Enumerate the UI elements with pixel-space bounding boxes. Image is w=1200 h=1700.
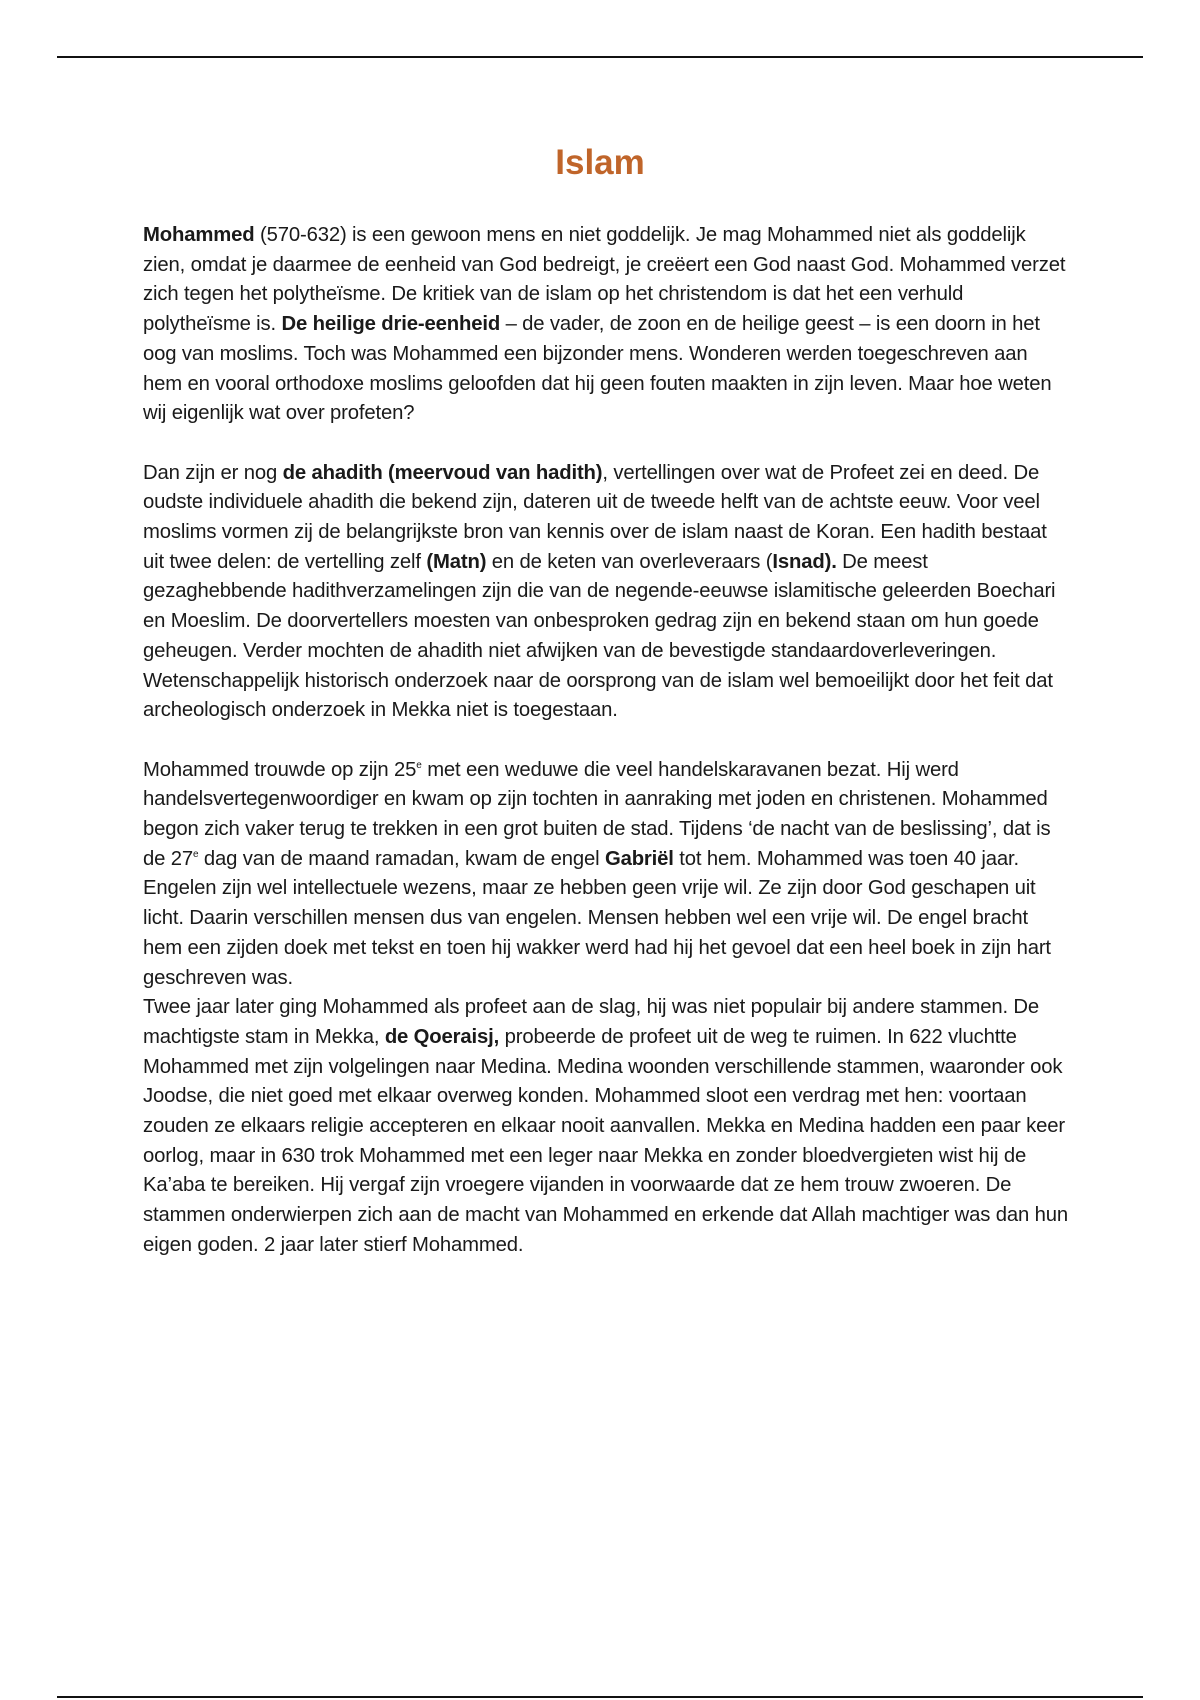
paragraph-mohammed-intro — [143, 221, 1068, 429]
term-qoeraisj: de Qoeraisj, — [384, 1025, 500, 1048]
text-segment: tot hem. Mohammed was toen 40 jaar. Engelen zijn wel intellectuele wezens, maar ze hebben geen vrije wil. Ze zijn door God geschapen uit licht. Daarin verschillen mensen dus van engelen. Mensen hebben wel een vrije wil. De engel bracht hem een zijden doek met tekst en toen hij wakker werd had hij het gevoel dat een heel boek in zijn hart geschreven was. — [143, 847, 1051, 989]
document-body — [143, 221, 1068, 1261]
text-segment: dag van de maand ramadan, kwam de engel — [198, 847, 605, 870]
term-matn: (Matn) — [426, 550, 487, 573]
text-segment: en de keten van overleveraars ( — [486, 550, 773, 573]
text-segment: (570-632) is een gewoon mens en niet goddelijk. Je mag Mohammed niet als goddelijk zien, omdat je daarmee de eenheid van God bedreigt, je creëert een God naast God. Mohammed verzet zich tegen het polytheïsme. De kritiek van de islam op het christendom is dat het een verhuld polytheïsme is. — [143, 224, 1066, 336]
term-mohammed: Mohammed — [143, 224, 255, 246]
paragraph-medina — [143, 993, 1068, 1260]
paragraph-ahadith — [143, 459, 1068, 726]
text-segment: , vertellingen over wat de Profeet zei en deed. De oudste individuele ahadith die bekend zijn, dateren uit de tweede helft van de achtste eeuw. Voor veel moslims vormen zij de belangrijkste bron van kennis over de islam naast de Koran. Een hadith bestaat uit twee delen: de vertelling zelf — [143, 461, 1047, 573]
term-isnad: Isnad). — [772, 550, 837, 573]
ordinal-superscript: e — [416, 759, 422, 771]
ordinal-superscript: e — [193, 848, 199, 860]
text-segment: Mohammed trouwde op zijn 25 — [143, 758, 417, 781]
text-segment: – de vader, de zoon en de heilige geest – is een doorn in het oog van moslims. Toch was Mohammed een bijzonder mens. Wonderen werden toegeschreven aan hem en vooral orthodoxe moslims geloofden dat hij geen fouten maakten in zijn leven. Maar hoe weten wij eigenlijk wat over profeten? — [143, 313, 1052, 425]
paragraph-gabriel — [143, 756, 1068, 994]
term-drie-eenheid: De heilige drie-eenheid — [281, 313, 501, 336]
footer-rule — [57, 1696, 1143, 1698]
term-ahadith: de ahadith (meervoud van hadith) — [282, 461, 603, 484]
text-segment: Dan zijn er nog — [143, 461, 283, 484]
document-title: Islam — [555, 143, 645, 182]
header-rule — [57, 56, 1143, 58]
text-segment: probeerde de profeet uit de weg te ruimen. In 622 vluchtte Mohammed met zijn volgelingen naar Medina. Medina woonden verschillende stammen, waaronder ook Joodse, die niet goed met elkaar overweg konden. Mohammed sloot een verdrag met hen: voortaan zouden ze elkaars religie accepteren en elkaar nooit aanvallen. Mekka en Medina hadden een paar keer oorlog, maar in 630 trok Mohammed met een leger naar Mekka en zonder bloedvergieten wist hij de Ka’aba te bereiken. Hij vergaf zijn vroegere vijanden in voorwaarde dat ze hem trouw zwoeren. De stammen onderwierpen zich aan de macht van Mohammed en erkende dat Allah machtiger was dan hun eigen goden. 2 jaar later stierf Mohammed. — [143, 1025, 1069, 1256]
term-gabriel: Gabriël — [604, 847, 674, 870]
text-segment: Twee jaar later ging Mohammed als profeet aan de slag, hij was niet populair bij andere stammen. De machtigste stam in Mekka, — [143, 996, 1040, 1048]
text-segment: met een weduwe die veel handelskaravanen bezat. Hij werd handelsvertegenwoordiger en kwam op zijn tochten in aanraking met joden en christenen. Mohammed begon zich vaker terug te trekken in een grot buiten de stad. Tijdens ‘de nacht van de beslissing’, dat is de 27 — [143, 758, 1051, 870]
text-segment: De meest gezaghebbende hadithverzamelingen zijn die van de negende-eeuwse islamitische geleerden Boechari en Moeslim. De doorvertellers moesten van onbesproken gedrag zijn en bekend staan om hun goede geheugen. Verder mochten de ahadith niet afwijken van de bevestigde standaardoverleveringen. Wetenschappelijk historisch onderzoek naar de oorsprong van de islam wel bemoeilijkt door het feit dat archeologisch onderzoek in Mekka niet is toegestaan. — [143, 550, 1056, 722]
